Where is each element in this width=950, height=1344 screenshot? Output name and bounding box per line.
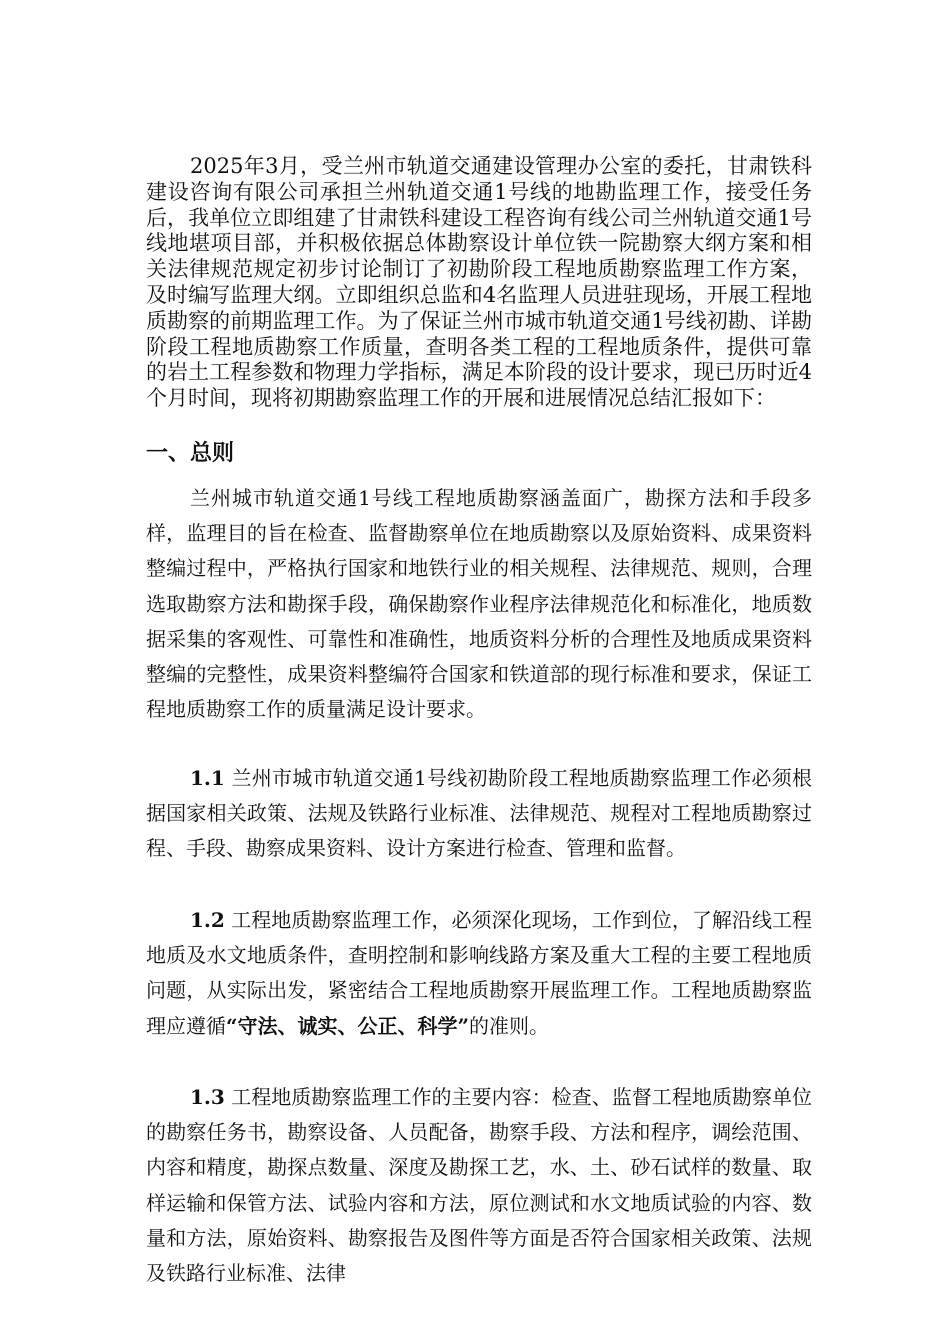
clause-text-end: 的准则。 [469, 1013, 550, 1038]
clause-text: 工程地质勘察监理工作，必须深化现场，工作到位，了解沿线工程地质及水文地质条件，查明控制和影响线路方案及重大工程的主要工程地质问题，从实际出发，紧密结合工程地质勘察开展监理工作。工程地质勘察监理应遵循 [146, 908, 813, 1038]
clause-number: 1.1 [190, 766, 225, 790]
clause-number: 1.2 [190, 908, 225, 932]
clause-text: 兰州市城市轨道交通1号线初勘阶段工程地质勘察监理工作必须根据国家相关政策、法规及铁路行业标准、法律规范、规程对工程地质勘察过程、手段、勘察成果资料、设计方案进行检查、管理和监督。 [146, 766, 812, 861]
clause-text: 工程地质勘察监理工作的主要内容：检查、监督工程地质勘察单位的勘察任务书，勘察设备、人员配备，勘察手段、方法和程序，调绘范围、内容和精度，勘探点数量、深度及勘探工艺，水、土、砂石试样的数量、取样运输和保管方法、试验内容和方法，原位测试和水文地质试验的内容、数量和方法，原始资料、勘察报告及图件等方面是否符合国家相关政策、法规及铁路行业标准、法律 [146, 1085, 813, 1286]
intro-paragraph: 2025年3月，受兰州市轨道交通建设管理办公室的委托，甘肃铁科建设咨询有限公司承担兰州轨道交通1号线的地勘监理工作，接受任务后，我单位立即组建了甘肃铁科建设工程咨询有线公司兰州轨道交通1号线地堪项目部，并积极依据总体勘察设计单位铁一院勘察大纲方案和相关法律规范规定初步讨论制订了初勘阶段工程地质勘察监理工作方案，及时编写监理大纲。立即组织总监和4名监理人员进驻现场，开展工程地质勘察的前期监理工作。为了保证兰州市城市轨道交通1号线初勘、详勘阶段工程地质勘察工作质量，查明各类工程的工程地质条件，提供可靠的岩土工程参数和物理力学指标，满足本阶段的设计要求，现已历时近4个月时间，现将初期勘察监理工作的开展和进展情况总结汇报如下： [146, 154, 812, 411]
clause-1-2 [146, 903, 812, 1044]
section-heading: 一、总则 [146, 441, 235, 466]
clause-number: 1.3 [190, 1085, 225, 1109]
clause-1-3 [146, 1080, 812, 1291]
general-paragraph: 兰州城市轨道交通1号线工程地质勘察涵盖面广，勘探方法和手段多样，监理目的旨在检查、监督勘察单位在地质勘察以及原始资料、成果资料整编过程中，严格执行国家和地铁行业的相关规程、法律规范、规则，合理选取勘察方法和勘探手段，确保勘察作业程序法律规范化和标准化，地质数据采集的客观性、可靠性和准确性，地质资料分析的合理性及地质成果资料整编的完整性，成果资料整编符合国家和铁道部的现行标准和要求，保证工程地质勘察工作的质量满足设计要求。 [146, 486, 812, 722]
clause-emphasis: “守法、诚实、公正、科学” [226, 1013, 470, 1038]
clause-1-1 [146, 761, 812, 867]
